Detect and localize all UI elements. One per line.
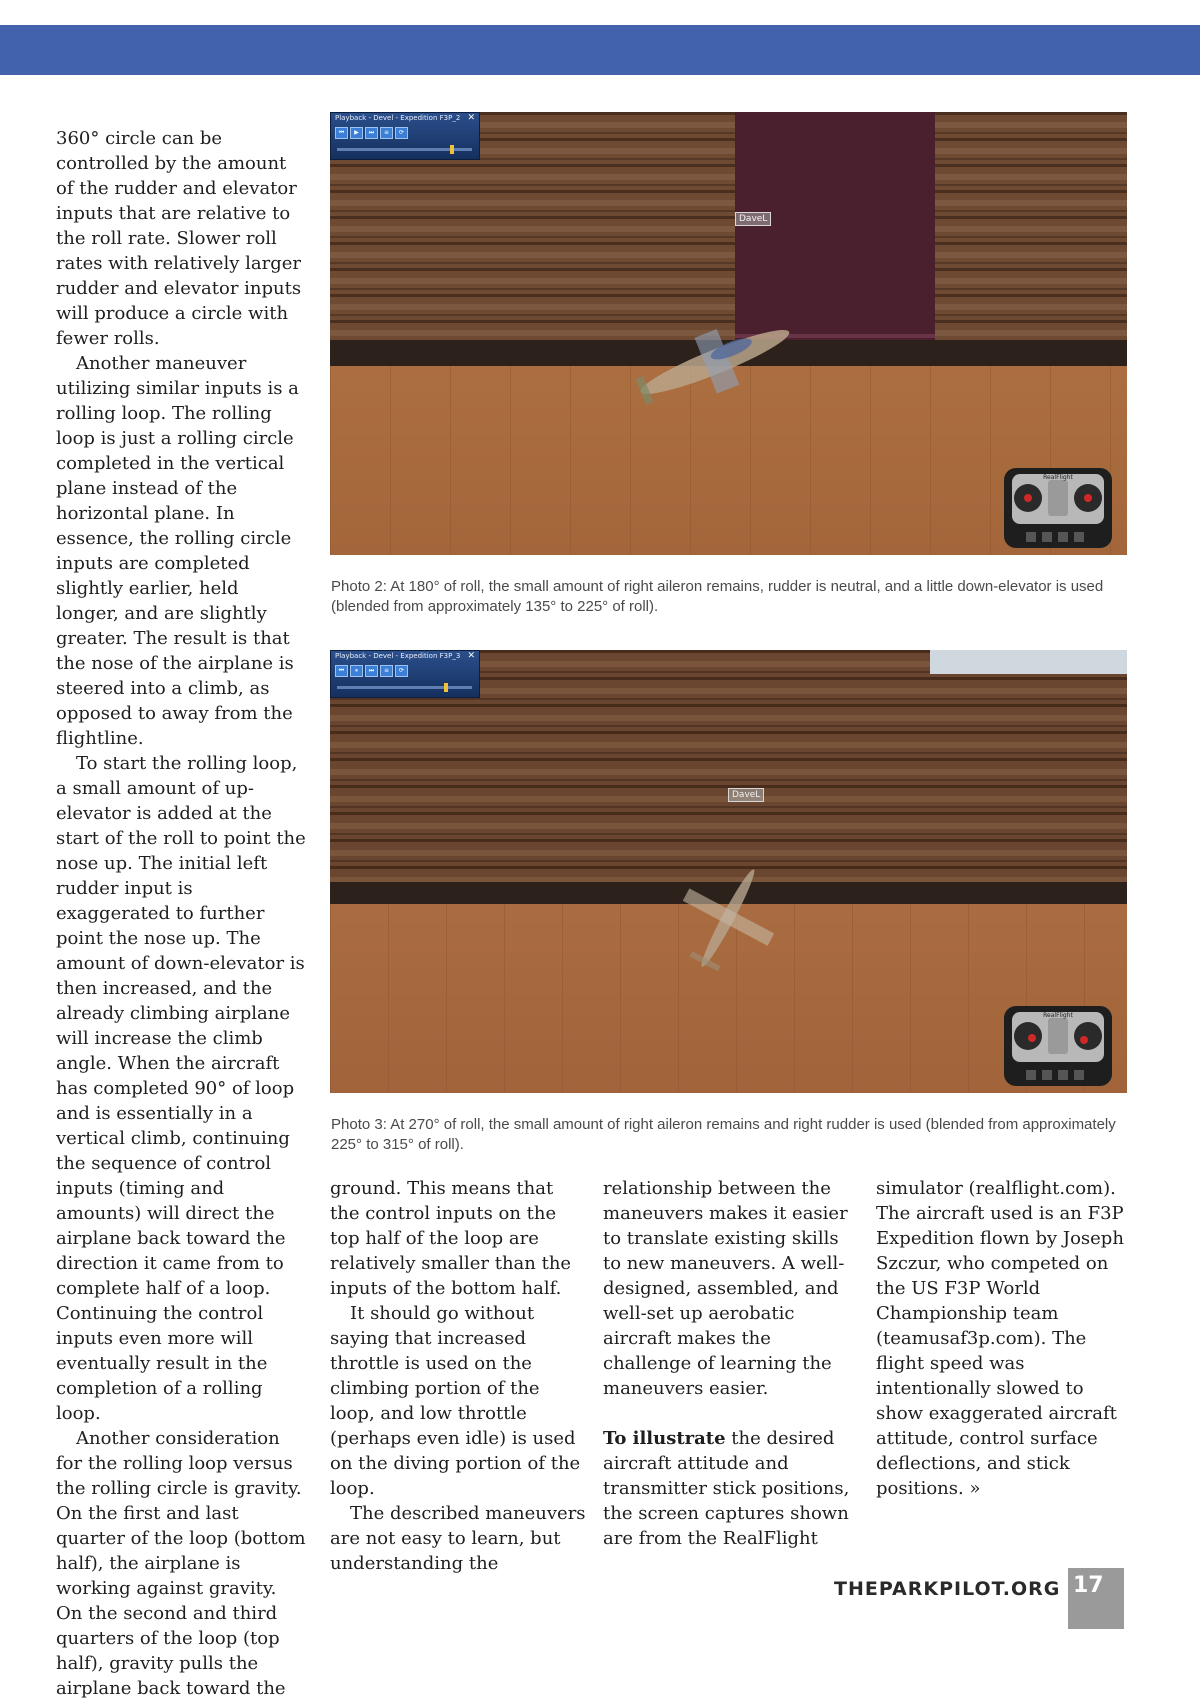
- rewind-icon: ⏮: [335, 127, 348, 139]
- lead-in: To illustrate: [603, 1428, 726, 1449]
- page-number: 17: [1073, 1573, 1104, 1598]
- playback-progress-thumb: [450, 145, 454, 154]
- playback-title: Playback - Devel - Expedition F3P_2: [335, 114, 461, 122]
- article-column-2: [330, 1176, 588, 1576]
- playback-progress-track: [337, 148, 472, 151]
- paragraph: [603, 1426, 861, 1551]
- play-icon: ▶: [350, 127, 363, 139]
- site-url: THEPARKPILOT.ORG: [834, 1578, 1061, 1600]
- paragraph: simulator (realflight.com). The aircraft used is an F3P Expedition flown by Joseph Szczur, who competed on the US F3P World Championship team (teamusaf3p.com). The flight speed was intentionally slowed to show exaggerated aircraft attitude, control surface deflections, and stick positions. »: [876, 1178, 1124, 1499]
- header-accent-bar: [0, 25, 1200, 75]
- paragraph-text: the desired aircraft attitude and transmitter stick positions, the screen captures shown are from the RealFlight: [603, 1428, 850, 1549]
- pilot-name-tag: DaveL: [735, 212, 771, 226]
- paragraph: relationship between the maneuvers makes it easier to translate existing skills to new maneuvers. A well-designed, assembled, and well-set up aerobatic aircraft makes the challenge of learning the maneuvers easier.: [603, 1178, 848, 1399]
- photo-2-caption: Photo 2: At 180° of roll, the small amount of right aileron remains, rudder is neutral, and a little down-elevator is used (blended from approximately 135° to 225° of roll).: [331, 578, 1104, 615]
- playback-progress-track: [337, 686, 472, 689]
- windows: [930, 650, 1127, 674]
- photo-3-simulator-screenshot: [330, 650, 1127, 1093]
- pilot-name-tag: DaveL: [728, 788, 764, 802]
- pause-icon: ⏸: [350, 665, 363, 677]
- wall-baseboard: [330, 882, 1127, 904]
- list-icon: ≡: [380, 127, 393, 139]
- playback-title: Playback - Devel - Expedition F3P_3: [335, 652, 461, 660]
- transmitter-icon: [1002, 466, 1114, 550]
- maroon-panel: [735, 112, 935, 347]
- transmitter-brand-label: RealFlight: [1043, 474, 1073, 481]
- transmitter-icon: [1002, 1004, 1114, 1088]
- paragraph: Another maneuver utilizing similar inputs is a rolling loop. The rolling loop is just a rolling circle completed in the vertical plane instead of the horizontal plane. In essence, the rolling circle inputs are completed slightly earlier, held longer, and are slightly greater. The result is that the nose of the airplane is steered into a climb, as opposed to away from the flightline.: [56, 353, 299, 749]
- list-icon: ≡: [380, 665, 393, 677]
- paragraph: It should go without saying that increased throttle is used on the climbing portion of the loop, and low throttle (perhaps even idle) is used on the diving portion of the loop.: [330, 1303, 581, 1499]
- photo-3-caption: Photo 3: At 270° of roll, the small amount of right aileron remains and right rudder is used (blended from approximately 225° to 315° of roll).: [331, 1116, 1116, 1153]
- paragraph: Another consideration for the rolling loop versus the rolling circle is gravity. On the first and last quarter of the loop (bottom half), the airplane is working against gravity. On the second and third quarters of the loop (top half), gravity pulls the airplane back toward the: [56, 1428, 306, 1699]
- transmitter-brand-label: RealFlight: [1043, 1012, 1073, 1019]
- playback-window: [330, 650, 480, 698]
- loop-icon: ⟳: [395, 665, 408, 677]
- paragraph: ground. This means that the control inputs on the top half of the loop are relatively smaller than the inputs of the bottom half.: [330, 1178, 572, 1299]
- loop-icon: ⟳: [395, 127, 408, 139]
- photo-2-simulator-screenshot: [330, 112, 1127, 555]
- article-column-4: [876, 1176, 1134, 1501]
- playback-progress-thumb: [444, 683, 448, 692]
- paragraph: To start the rolling loop, a small amount of up-elevator is added at the start of the roll to point the nose up. The initial left rudder input is exaggerated to further point the nose up. The amount of down-elevator is then increased, and the already climbing airplane will increase the climb angle. When the aircraft has completed 90° of loop and is essentially in a vertical climb, continuing the sequence of control inputs (timing and amounts) will direct the airplane back toward the direction it came from to complete half of a loop. Continuing the control inputs even more will eventually result in the completion of a rolling loop.: [56, 753, 306, 1424]
- paragraph: 360° circle can be controlled by the amount of the rudder and elevator inputs that are relative to the roll rate. Slower roll rates with relatively larger rudder and elevator inputs will produce a circle with fewer rolls.: [56, 128, 302, 349]
- rewind-icon: ⏮: [335, 665, 348, 677]
- close-icon: ✕: [467, 113, 475, 123]
- playback-window: [330, 112, 480, 160]
- forward-icon: ⏭: [365, 127, 378, 139]
- article-column-3: [603, 1176, 861, 1551]
- close-icon: ✕: [467, 651, 475, 661]
- paragraph: The described maneuvers are not easy to learn, but understanding the: [330, 1503, 586, 1574]
- article-column-1: [56, 126, 306, 1701]
- forward-icon: ⏭: [365, 665, 378, 677]
